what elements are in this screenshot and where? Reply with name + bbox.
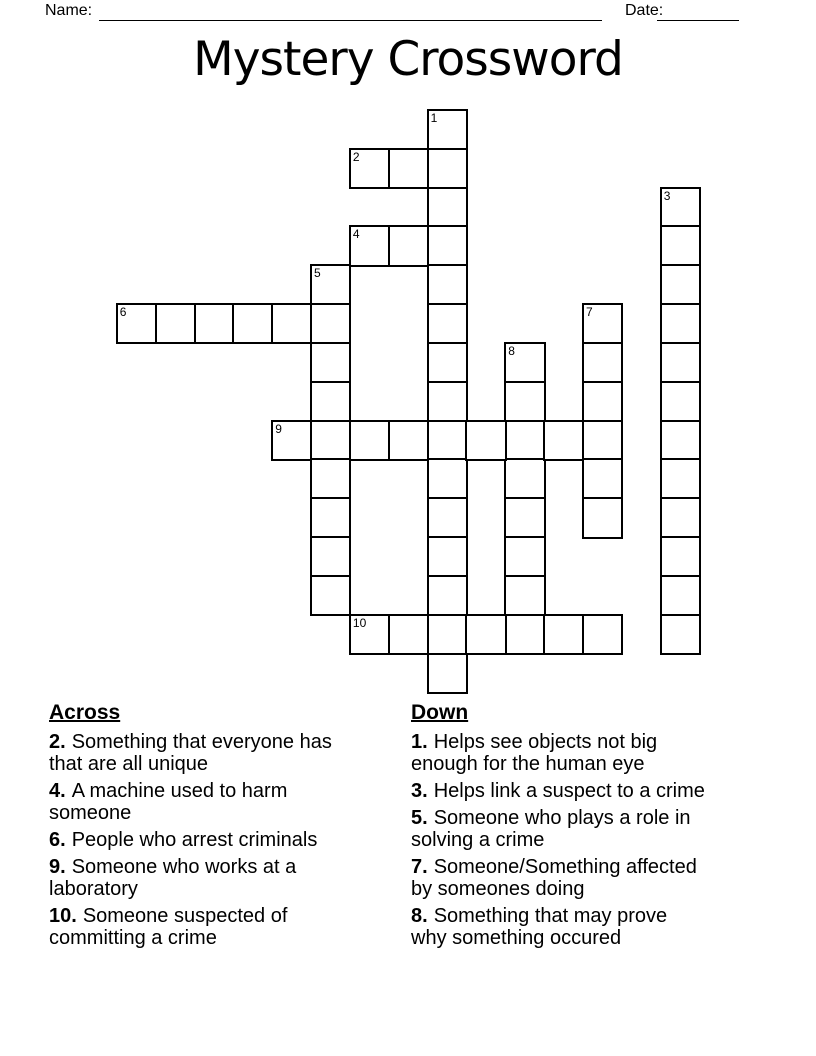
cell-number: 4: [352, 227, 360, 242]
grid-cell-r13c14[interactable]: [660, 614, 701, 655]
grid-cell-r12c14[interactable]: [660, 575, 701, 616]
grid-cell-r5c4[interactable]: [271, 303, 312, 344]
clue-number-label: 9.: [49, 856, 66, 878]
grid-cell-r11c14[interactable]: [660, 536, 701, 577]
clue-number-label: 3.: [411, 780, 428, 802]
grid-cell-r4c14[interactable]: [660, 264, 701, 305]
grid-cell-r2c8[interactable]: [427, 187, 468, 228]
clue-line: 10. Someone suspected of: [49, 905, 288, 927]
clue-number-label: 10.: [49, 905, 77, 927]
grid-cell-r3c14[interactable]: [660, 225, 701, 266]
clue-line: by someones doing: [411, 878, 585, 900]
grid-cell-r13c12[interactable]: [582, 614, 623, 655]
grid-cell-r7c12[interactable]: [582, 381, 623, 422]
grid-cell-r5c0[interactable]: [116, 303, 157, 344]
clue-line: 9. Someone who works at a: [49, 856, 297, 878]
grid-cell-r7c14[interactable]: [660, 381, 701, 422]
grid-cell-r9c12[interactable]: [582, 458, 623, 499]
grid-cell-r12c5[interactable]: [310, 575, 351, 616]
clue-number-label: 8.: [411, 905, 428, 927]
down-clues-section: [411, 700, 771, 954]
grid-cell-r13c10[interactable]: [504, 614, 545, 655]
grid-cell-r11c10[interactable]: [504, 536, 545, 577]
grid-cell-r6c14[interactable]: [660, 342, 701, 383]
down-heading: Down: [411, 701, 469, 724]
down-clue-list: [411, 731, 771, 949]
clue-number-label: 7.: [411, 856, 428, 878]
grid-cell-r13c9[interactable]: [465, 614, 506, 655]
clue-across-4: [49, 780, 409, 824]
clue-across-6: [49, 829, 409, 851]
grid-cell-r10c12[interactable]: [582, 497, 623, 538]
clue-line: 6. People who arrest criminals: [49, 829, 318, 851]
grid-cell-r8c9[interactable]: [465, 420, 506, 461]
across-heading: Across: [49, 701, 121, 724]
grid-cell-r11c8[interactable]: [427, 536, 468, 577]
clue-line: 1. Helps see objects not big: [411, 731, 658, 753]
clue-down-8: [411, 905, 771, 949]
grid-cell-r7c5[interactable]: [310, 381, 351, 422]
grid-cell-r6c10[interactable]: [504, 342, 545, 383]
grid-cell-r3c6[interactable]: [349, 225, 390, 266]
clue-down-1: [411, 731, 771, 775]
grid-cell-r13c6[interactable]: [349, 614, 390, 655]
grid-cell-r13c7[interactable]: [388, 614, 429, 655]
clue-line: 4. A machine used to harm: [49, 780, 288, 802]
clue-across-10: [49, 905, 409, 949]
grid-cell-r4c5[interactable]: [310, 264, 351, 305]
grid-cell-r9c5[interactable]: [310, 458, 351, 499]
clue-across-9: [49, 856, 409, 900]
clue-line: 7. Someone/Something affected: [411, 856, 697, 878]
grid-cell-r3c7[interactable]: [388, 225, 429, 266]
grid-cell-r8c5[interactable]: [310, 420, 351, 461]
grid-cell-r5c3[interactable]: [232, 303, 273, 344]
grid-cell-r9c10[interactable]: [504, 458, 545, 499]
clue-line: that are all unique: [49, 753, 209, 775]
cell-number: 10: [352, 615, 367, 630]
grid-cell-r5c2[interactable]: [194, 303, 235, 344]
grid-cell-r6c8[interactable]: [427, 342, 468, 383]
grid-cell-r8c7[interactable]: [388, 420, 429, 461]
grid-cell-r7c8[interactable]: [427, 381, 468, 422]
clue-line: 5. Someone who plays a role in: [411, 807, 691, 829]
grid-cell-r10c14[interactable]: [660, 497, 701, 538]
date-label: Date:: [625, 2, 664, 19]
clue-line: enough for the human eye: [411, 753, 645, 775]
grid-cell-r10c5[interactable]: [310, 497, 351, 538]
cell-number: 5: [314, 266, 321, 281]
grid-cell-r11c5[interactable]: [310, 536, 351, 577]
grid-cell-r4c8[interactable]: [427, 264, 468, 305]
grid-cell-r13c8[interactable]: [427, 614, 468, 655]
grid-cell-r7c10[interactable]: [504, 381, 545, 422]
grid-cell-r1c8[interactable]: [427, 148, 468, 189]
grid-cell-r14c8[interactable]: [427, 653, 468, 694]
across-clues-section: [49, 700, 409, 954]
clue-line: 3. Helps link a suspect to a crime: [411, 780, 705, 802]
grid-cell-r9c14[interactable]: [660, 458, 701, 499]
cell-number: 9: [275, 421, 282, 436]
grid-cell-r8c11[interactable]: [543, 420, 584, 461]
grid-cell-r2c14[interactable]: [660, 187, 701, 228]
clue-across-2: [49, 731, 409, 775]
grid-cell-r12c10[interactable]: [504, 575, 545, 616]
grid-cell-r8c10[interactable]: [504, 420, 545, 461]
clue-line: why something occured: [411, 927, 622, 949]
clue-line: solving a crime: [411, 829, 545, 851]
clue-down-3: [411, 780, 771, 802]
grid-cell-r5c1[interactable]: [155, 303, 196, 344]
grid-cell-r1c7[interactable]: [388, 148, 429, 189]
clue-line: 8. Something that may prove: [411, 905, 668, 927]
clue-number-label: 5.: [411, 807, 428, 829]
clue-number-label: 6.: [49, 829, 66, 851]
name-label: Name:: [45, 2, 93, 19]
clue-number-label: 2.: [49, 731, 66, 753]
clue-line: committing a crime: [49, 927, 217, 949]
grid-cell-r6c5[interactable]: [310, 342, 351, 383]
clue-number-label: 4.: [49, 780, 66, 802]
clue-down-5: [411, 807, 771, 851]
clue-line: laboratory: [49, 878, 138, 900]
clue-down-7: [411, 856, 771, 900]
page-title: Mystery Crossword: [193, 32, 623, 87]
grid-cell-r6c12[interactable]: [582, 342, 623, 383]
cell-number: 8: [508, 343, 515, 358]
across-clue-list: [49, 731, 409, 949]
grid-cell-r8c6[interactable]: [349, 420, 390, 461]
grid-cell-r8c8[interactable]: [427, 420, 468, 461]
grid-cell-r5c14[interactable]: [660, 303, 701, 344]
cell-number: 6: [119, 305, 127, 320]
cell-number: 7: [586, 305, 593, 320]
grid-cell-r5c5[interactable]: [310, 303, 351, 344]
grid-cell-r3c8[interactable]: [427, 225, 468, 266]
cell-number: 3: [663, 188, 671, 203]
clue-number-label: 1.: [411, 731, 428, 753]
cell-number: 1: [430, 110, 438, 125]
grid-cell-r8c4[interactable]: [271, 420, 312, 461]
grid-cell-r1c6[interactable]: [349, 148, 390, 189]
grid-cell-r5c8[interactable]: [427, 303, 468, 344]
grid-cell-r8c12[interactable]: [582, 420, 623, 461]
grid-cell-r8c14[interactable]: [660, 420, 701, 461]
cell-number: 2: [352, 149, 360, 164]
grid-cell-r13c11[interactable]: [543, 614, 584, 655]
grid-cell-r5c12[interactable]: [582, 303, 623, 344]
grid-cell-r10c8[interactable]: [427, 497, 468, 538]
clue-line: someone: [49, 802, 132, 824]
grid-cell-r10c10[interactable]: [504, 497, 545, 538]
clue-line: 2. Something that everyone has: [49, 731, 332, 753]
grid-cell-r12c8[interactable]: [427, 575, 468, 616]
grid-cell-r0c8[interactable]: [427, 109, 468, 150]
grid-cell-r9c8[interactable]: [427, 458, 468, 499]
